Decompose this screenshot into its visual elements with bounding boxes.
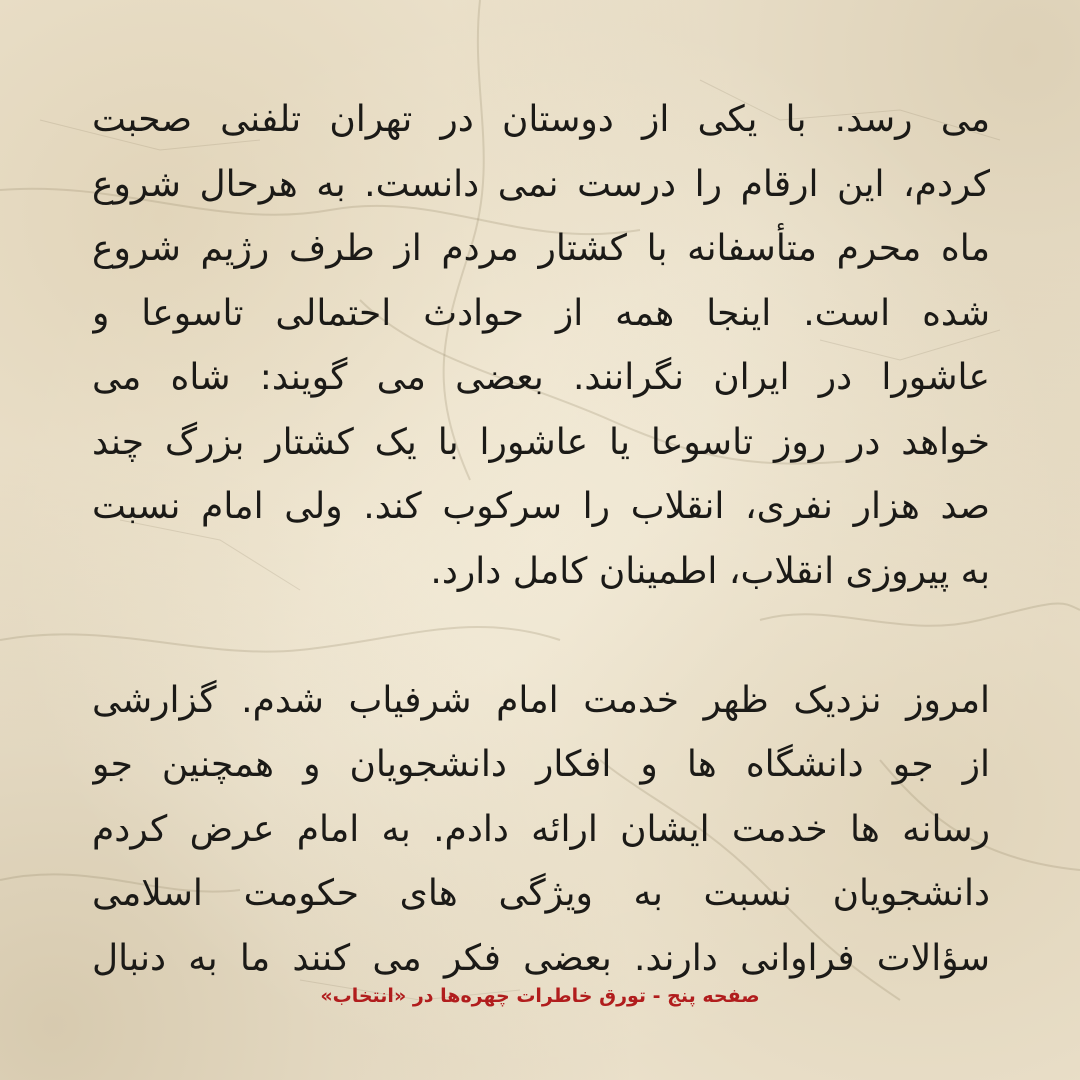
text-line: امروز نزدیک ظهر خدمت امام شرفیاب شدم. گزارشی (92, 679, 990, 721)
text-line: خواهد در روز تاسوعا یا عاشورا با یک کشتار بزرگ چند (92, 421, 990, 463)
paragraph-gap (92, 604, 990, 669)
text-line: به پیروزی انقلاب، اطمینان کامل دارد. (430, 550, 990, 592)
text-line: می رسد. با یکی از دوستان در تهران تلفنی صحبت (92, 99, 990, 140)
memoir-text (92, 88, 990, 991)
text-line: عاشورا در ایران نگرانند. بعضی می گویند: شاه می (92, 357, 990, 398)
text-line: کردم، این ارقام را درست نمی دانست. به هرحال شروع (92, 163, 990, 205)
text-line: شده است. اینجا همه از حوادث احتمالی تاسوعا و (92, 292, 990, 334)
text-line: سؤالات فراوانی دارند. بعضی فکر می کنند ما به دنبال (92, 937, 990, 979)
text-line: ماه محرم متأسفانه با کشتار مردم از طرف رژیم شروع (92, 228, 990, 269)
text-line: دانشجویان نسبت به ویژگی های حکومت اسلامی (92, 873, 990, 914)
text-line: از جو دانشگاه ها و افکار دانشجویان و همچنین جو (92, 744, 990, 785)
text-line: رسانه ها خدمت ایشان ارائه دادم. به امام عرض کردم (92, 808, 990, 850)
text-line: صد هزار نفری، انقلاب را سرکوب کند. ولی امام نسبت (92, 486, 990, 527)
source-caption: صفحه پنج - تورق خاطرات چهره‌ها در «انتخاب» (320, 985, 760, 1007)
